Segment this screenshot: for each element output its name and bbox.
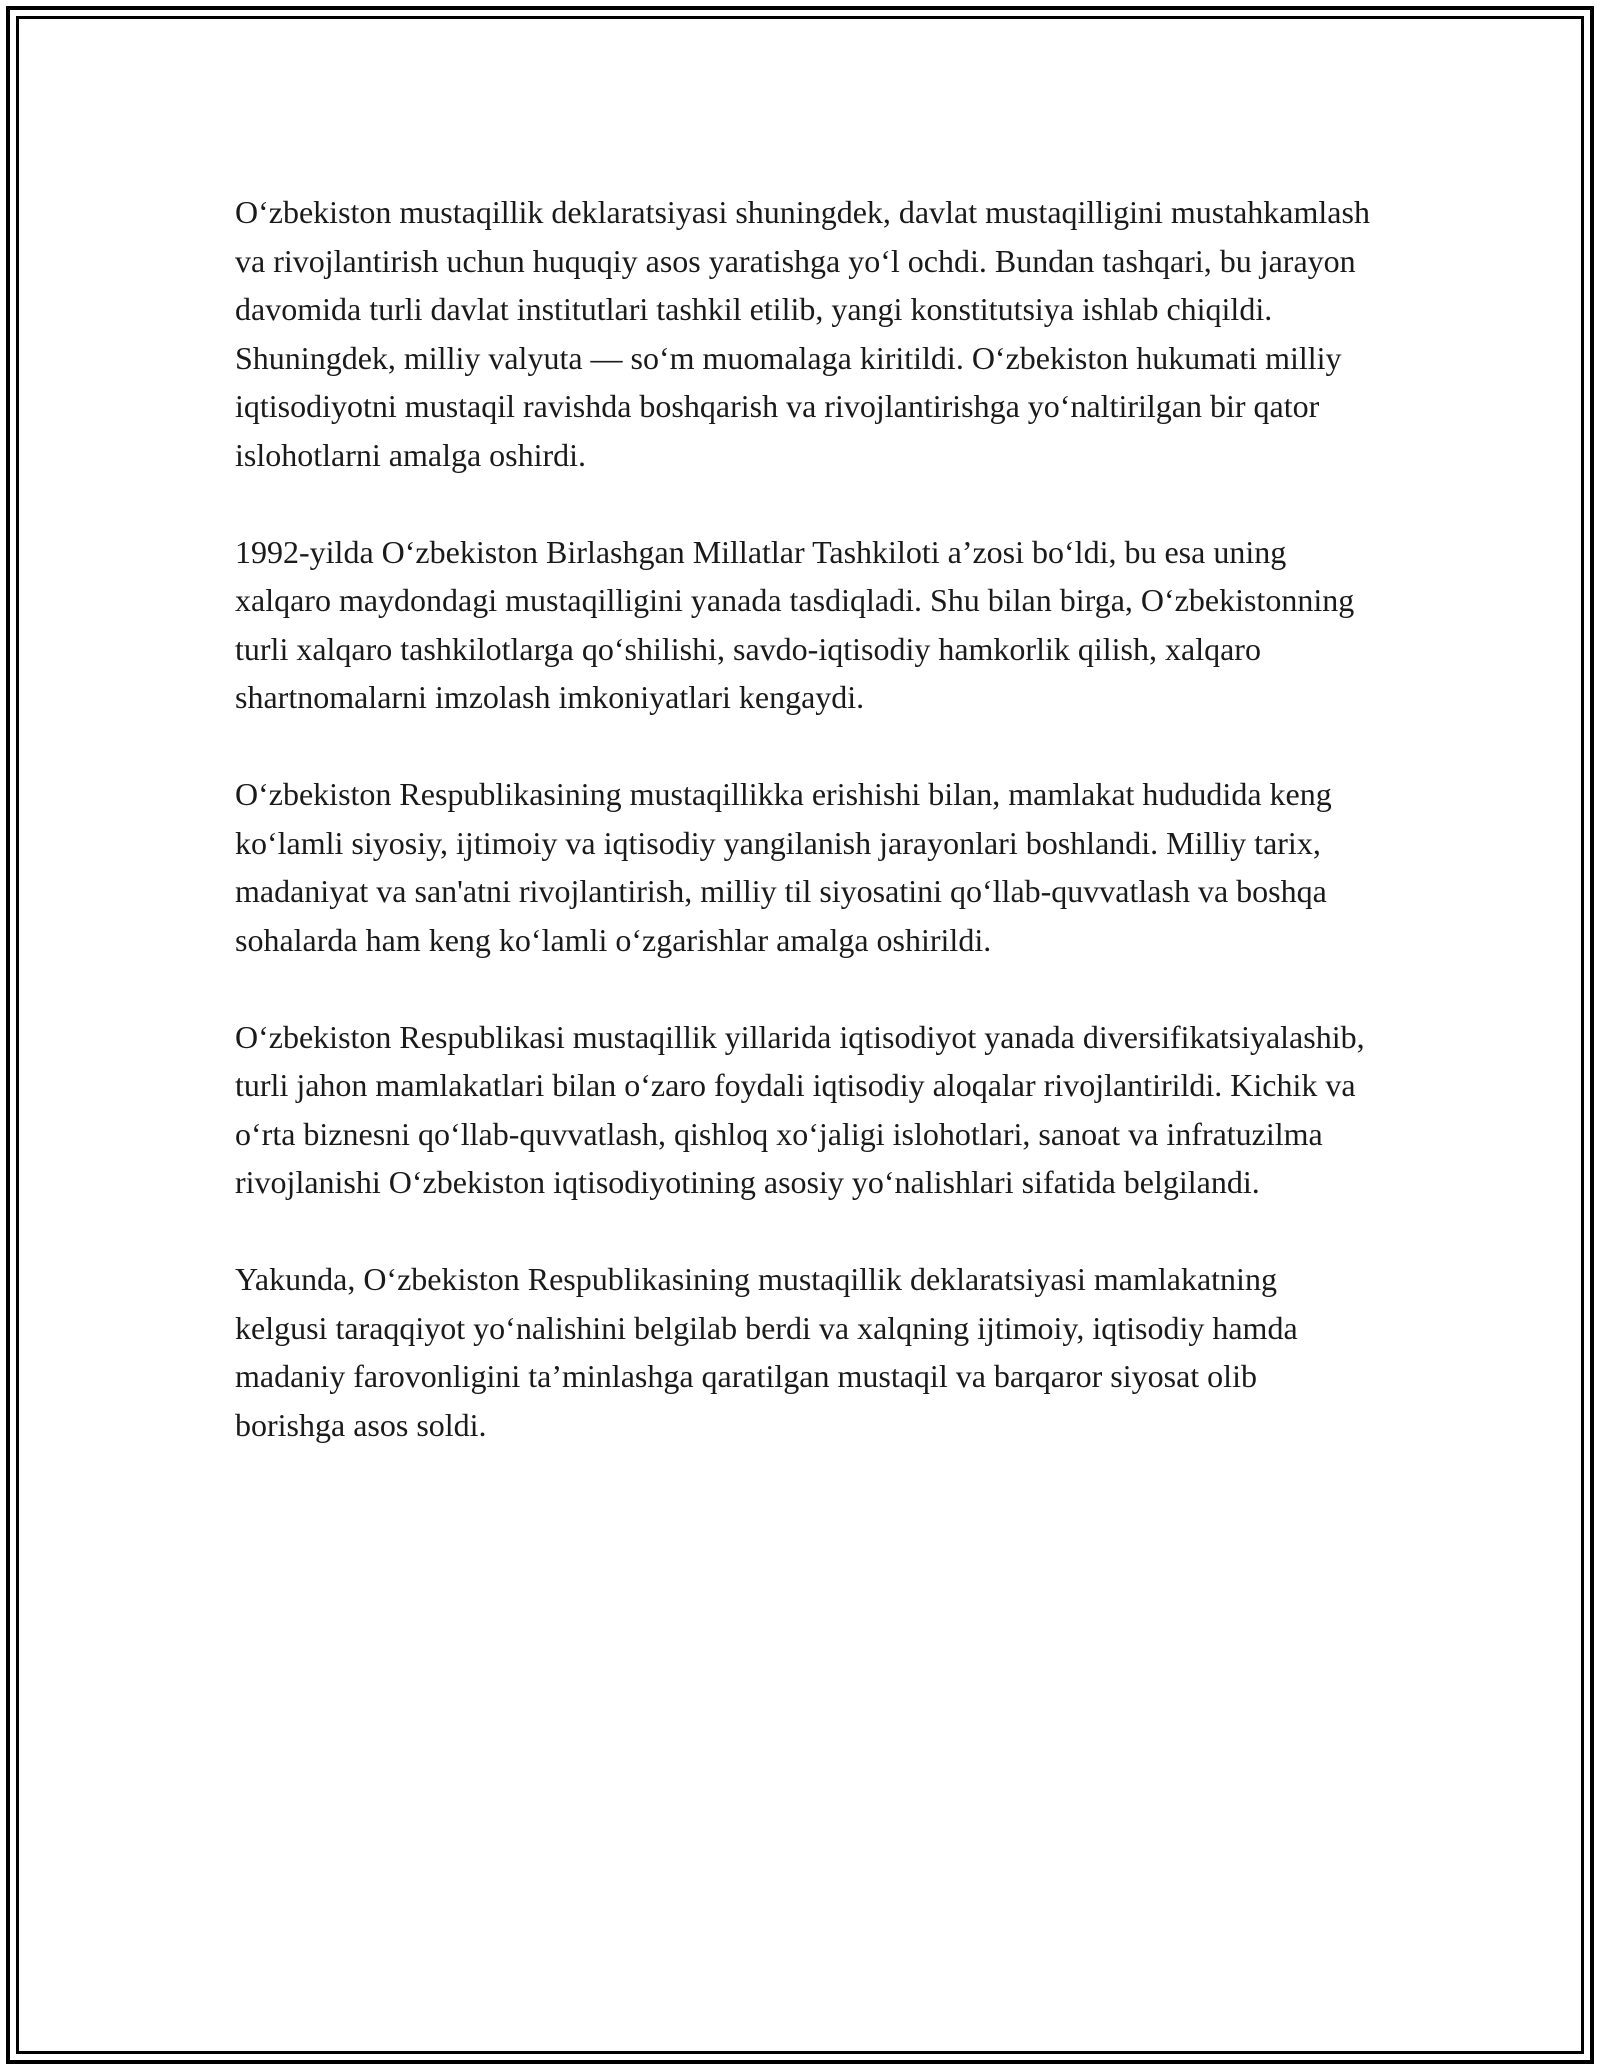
paragraph-5: Yakunda, O‘zbekiston Respublikasining mustaqillik deklaratsiyasi mamlakatning kelgusi taraqqiyot yo‘nalishini belgilab berdi va xalqning ijtimoiy, iqtisodiy hamda madaniy farovonligini ta’minlashga qaratilgan mustaqil va barqaror siyosat olib borishga asos soldi. bbox=[235, 1261, 1298, 1443]
paragraph-4: O‘zbekiston Respublikasi mustaqillik yillarida iqtisodiyot yanada diversifikatsiyalashib, turli jahon mamlakatlari bilan o‘zaro foydali iqtisodiy aloqalar rivojlantirildi. Kichik va o‘rta biznesni qo‘llab-quvvatlash, qishloq xo‘jaligi islohotlari, sanoat va infratuzilma rivojlanishi O‘zbekiston iqtisodiyotining asosiy yo‘nalishlari sifatida belgilandi. bbox=[235, 1018, 1365, 1200]
paragraph-2: 1992-yilda O‘zbekiston Birlashgan Millatlar Tashkiloti a’zosi bo‘ldi, bu esa uning xalqaro maydondagi mustaqilligini yanada tasdiqladi. Shu bilan birga, O‘zbekistonning turli xalqaro tashkilotlarga qo‘shilishi, savdo-iqtisodiy hamkorlik qilish, xalqaro shartnomalarni imzolash imkoniyatlari kengaydi. bbox=[235, 533, 1355, 715]
paragraph-3: O‘zbekiston Respublikasining mustaqillikka erishishi bilan, mamlakat hududida keng ko‘lamli siyosiy, ijtimoiy va iqtisodiy yangilanish jarayonlari boshlandi. Milliy tarix, madaniyat va san'atni rivojlantirish, milliy til siyosatini qo‘llab-quvvatlash va boshqa sohalarda ham keng ko‘lamli o‘zgarishlar amalga oshirildi. bbox=[235, 776, 1332, 958]
document-body bbox=[235, 188, 1375, 1498]
paragraph-1: O‘zbekiston mustaqillik deklaratsiyasi shuningdek, davlat mustaqilligini mustahkamlash va rivojlantirish uchun huquqiy asos yaratishga yo‘l ochdi. Bundan tashqari, bu jarayon davomida turli davlat institutlari tashkil etilib, yangi konstitutsiya ishlab chiqildi. Shuningdek, milliy valyuta — so‘m muomalaga kiritildi. O‘zbekiston hukumati milliy iqtisodiyotni mustaqil ravishda boshqarish va rivojlantirishga yo‘naltirilgan bir qator islohotlarni amalga oshirdi. bbox=[235, 194, 1370, 473]
